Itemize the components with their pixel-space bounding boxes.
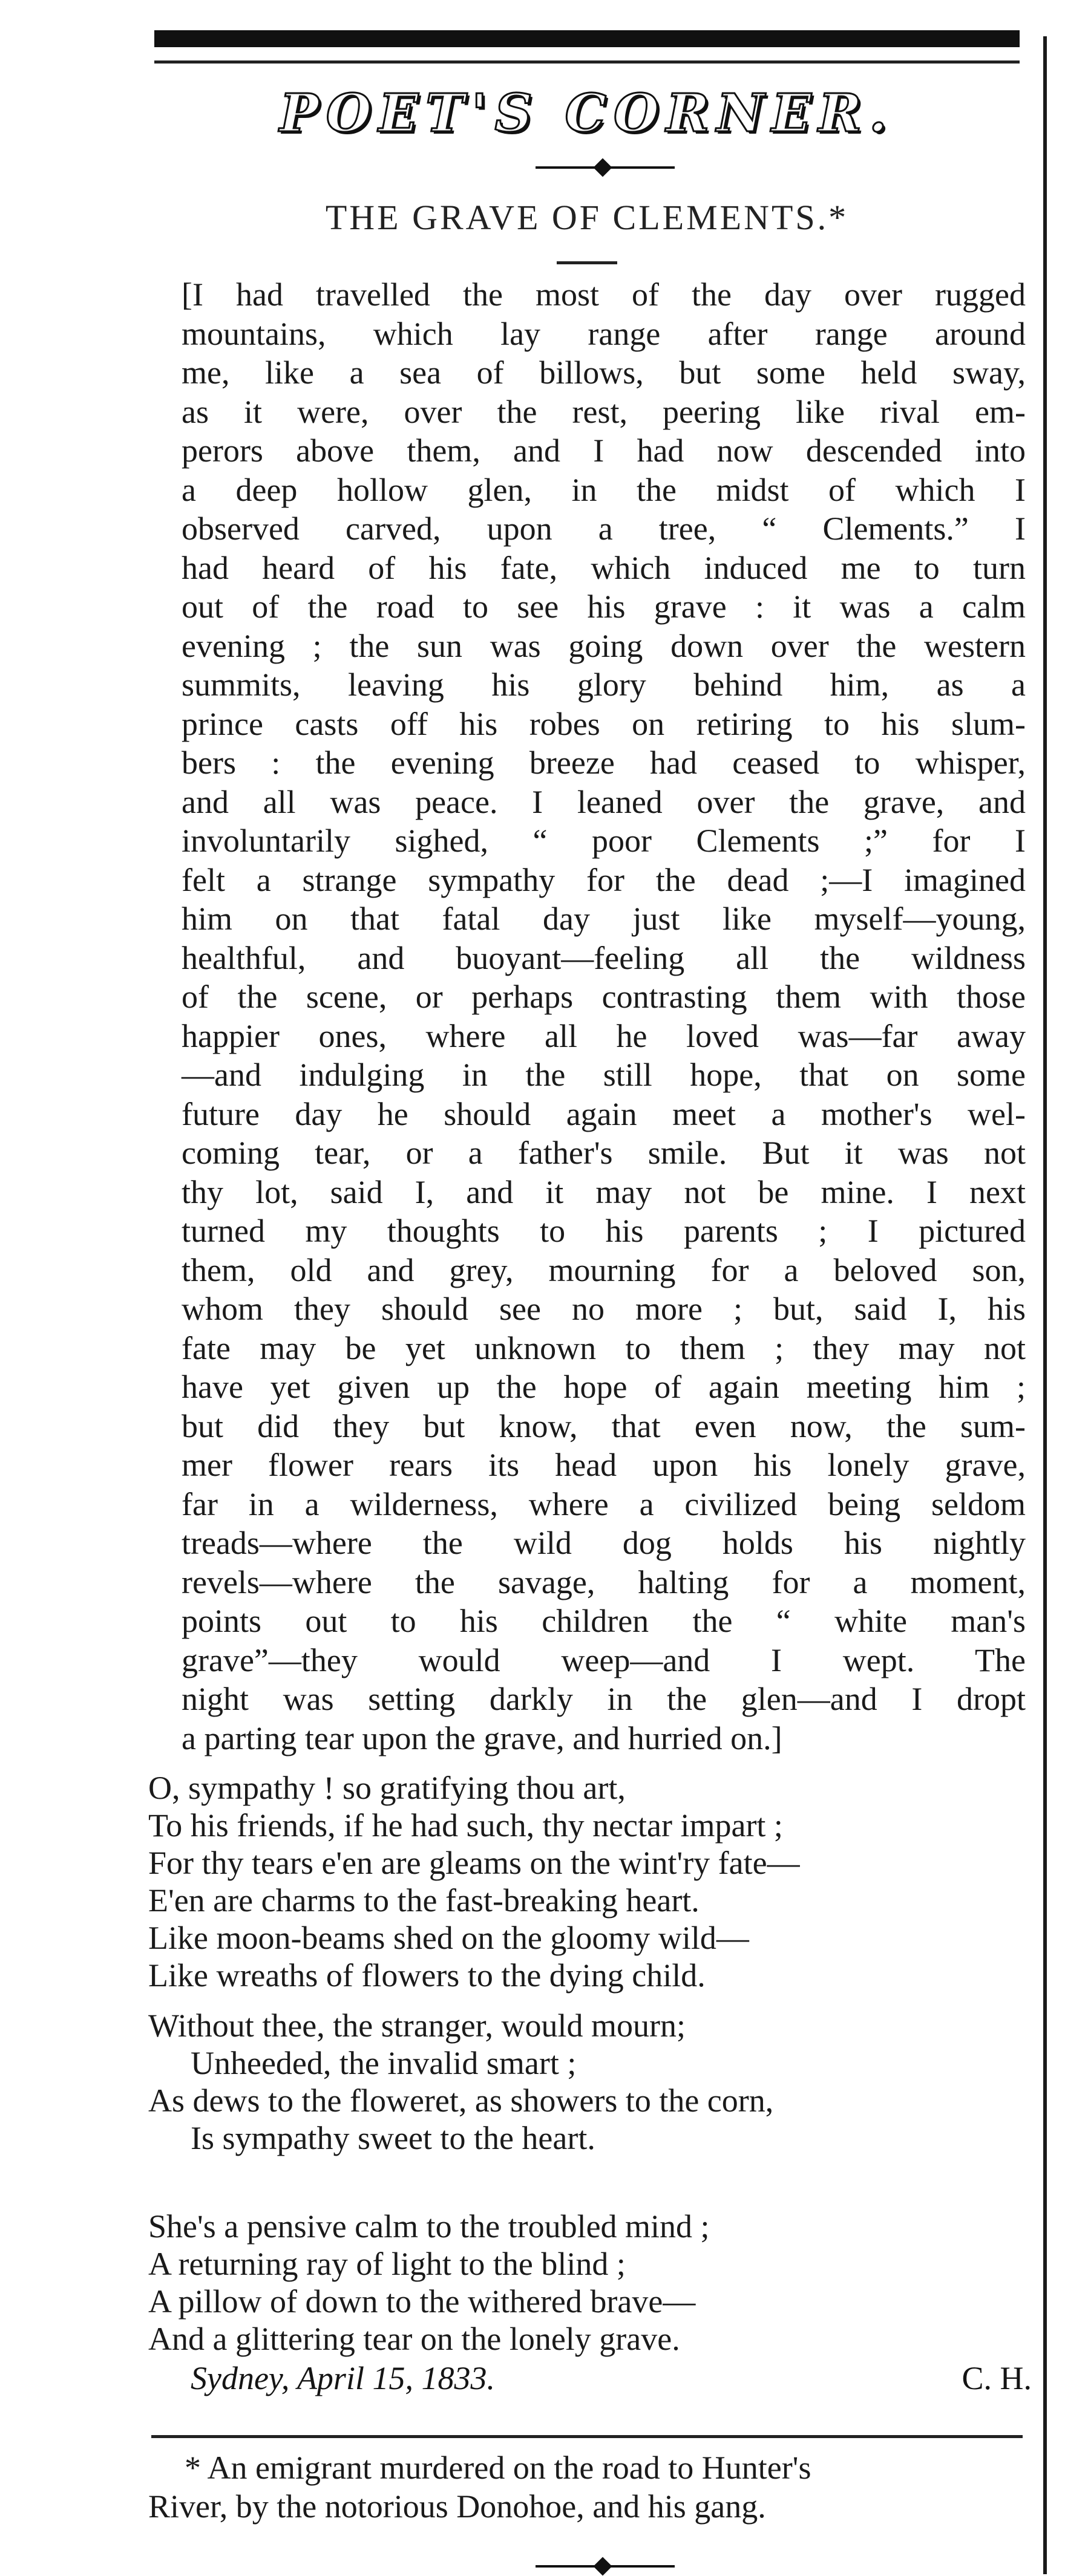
footnote-line: River, by the notorious Donohoe, and his gang. bbox=[148, 2488, 766, 2525]
prose-line: coming tear, or a father's smile. But it was not bbox=[182, 1135, 1026, 1171]
prose-line: future day he should again meet a mother's wel- bbox=[182, 1095, 1026, 1132]
poem-line: A returning ray of light to the blind ; bbox=[148, 2246, 626, 2282]
footnote bbox=[148, 2448, 1029, 2526]
prose-line: summits, leaving his glory behind him, as a bbox=[182, 667, 1026, 703]
prose-line: mountains, which lay range after range around bbox=[182, 315, 1026, 352]
prose-line: mer flower rears its head upon his lonely grave, bbox=[182, 1447, 1026, 1483]
prose-line: have yet given up the hope of again meeting him ; bbox=[182, 1369, 1026, 1405]
prose-line: a deep hollow glen, in the midst of which I bbox=[182, 471, 1026, 508]
poem-line: Without thee, the stranger, would mourn; bbox=[148, 2007, 686, 2044]
prose-line: out of the road to see his grave : it was a calm bbox=[182, 589, 1026, 625]
prose-line: —and indulging in the still hope, that on some bbox=[182, 1057, 1026, 1093]
poem-line: And a glittering tear on the lonely grave. bbox=[148, 2321, 680, 2357]
prose-line: fate may be yet unknown to them ; they may not bbox=[182, 1329, 1026, 1366]
poem-line: Like moon-beams shed on the gloomy wild— bbox=[148, 1920, 749, 1956]
prose-line: revels—where the savage, halting for a moment, bbox=[182, 1564, 1026, 1600]
prose-line: far in a wilderness, where a civilized being seldom bbox=[182, 1485, 1026, 1522]
stanza-2 bbox=[148, 2007, 1032, 2157]
top-thin-rule bbox=[154, 60, 1020, 64]
poem-line: Is sympathy sweet to the heart. bbox=[191, 2120, 595, 2156]
prose-line: prince casts off his robes on retiring to his slum- bbox=[182, 705, 1026, 742]
poem-title: THE GRAVE OF CLEMENTS.* bbox=[325, 198, 849, 237]
prose-line: but did they but know, that even now, the sum- bbox=[182, 1407, 1026, 1444]
prose-line: evening ; the sun was going down over the western bbox=[182, 627, 1026, 664]
poem-line: A pillow of down to the withered brave— bbox=[148, 2283, 696, 2320]
stanza-3 bbox=[148, 2208, 1032, 2358]
prose-line: happier ones, where all he loved was—far away bbox=[182, 1017, 1026, 1054]
prose-line: and all was peace. I leaned over the grave, and bbox=[182, 783, 1026, 820]
prose-line: points out to his children the “ white man's bbox=[182, 1603, 1026, 1639]
prose-line: observed carved, upon a tree, “ Clements.” I bbox=[182, 510, 1026, 547]
prose-introduction bbox=[182, 275, 1026, 1758]
prose-line: as it were, over the rest, peering like rival em- bbox=[182, 393, 1026, 430]
author-initials: C. H. bbox=[962, 2360, 1032, 2396]
poem-line: Like wreaths of flowers to the dying child. bbox=[148, 1957, 706, 1994]
poem-line: Unheeded, the invalid smart ; bbox=[191, 2045, 577, 2081]
title-rule bbox=[557, 261, 617, 264]
prose-line: turned my thoughts to his parents ; I pictured bbox=[182, 1213, 1026, 1249]
prose-line: a parting tear upon the grave, and hurried on.] bbox=[182, 1720, 782, 1756]
ornament-divider-bottom bbox=[536, 2557, 675, 2575]
prose-line: me, like a sea of billows, but some held sway, bbox=[182, 354, 1026, 391]
prose-line: felt a strange sympathy for the dead ;—I imagined bbox=[182, 861, 1026, 898]
prose-line: whom they should see no more ; but, said I, his bbox=[182, 1291, 1026, 1327]
stanza-1 bbox=[148, 1769, 1032, 1994]
column-rule bbox=[1043, 36, 1047, 2574]
top-thick-rule bbox=[154, 30, 1020, 47]
prose-line: grave”—they would weep—and I wept. The bbox=[182, 1642, 1026, 1678]
prose-line: had heard of his fate, which induced me to turn bbox=[182, 549, 1026, 586]
prose-line: treads—where the wild dog holds his nightly bbox=[182, 1525, 1026, 1561]
prose-line: them, old and grey, mourning for a beloved son, bbox=[182, 1251, 1026, 1288]
prose-line: him on that fatal day just like myself—young, bbox=[182, 901, 1026, 937]
prose-line: of the scene, or perhaps contrasting them with those bbox=[182, 979, 1026, 1015]
poem-line: For thy tears e'en are gleams on the wint'ry fate— bbox=[148, 1845, 800, 1881]
section-title: POET'S CORNER. bbox=[280, 83, 894, 144]
poem-line: She's a pensive calm to the troubled mind ; bbox=[148, 2208, 710, 2245]
poem-line: To his friends, if he had such, thy nectar impart ; bbox=[148, 1807, 783, 1844]
footnote-line: * An emigrant murdered on the road to Hunter's bbox=[185, 2450, 811, 2486]
prose-line: [I had travelled the most of the day over rugged bbox=[182, 276, 1026, 313]
footnote-rule bbox=[151, 2435, 1023, 2438]
prose-line: perors above them, and I had now descended into bbox=[182, 432, 1026, 469]
signature-line bbox=[148, 2359, 1032, 2398]
poem-line: As dews to the floweret, as showers to the corn, bbox=[148, 2082, 774, 2119]
prose-line: thy lot, said I, and it may not be mine. I next bbox=[182, 1173, 1026, 1210]
prose-line: night was setting darkly in the glen—and I dropt bbox=[182, 1681, 1026, 1717]
prose-line: bers : the evening breeze had ceased to whisper, bbox=[182, 745, 1026, 781]
prose-line: involuntarily sighed, “ poor Clements ;” for I bbox=[182, 823, 1026, 859]
poem-line: E'en are charms to the fast-breaking heart. bbox=[148, 1882, 700, 1919]
poem-line: O, sympathy ! so gratifying thou art, bbox=[148, 1770, 626, 1806]
place-date: Sydney, April 15, 1833. bbox=[191, 2360, 495, 2396]
ornament-divider-top bbox=[536, 158, 675, 177]
prose-line: healthful, and buoyant—feeling all the wildness bbox=[182, 939, 1026, 976]
